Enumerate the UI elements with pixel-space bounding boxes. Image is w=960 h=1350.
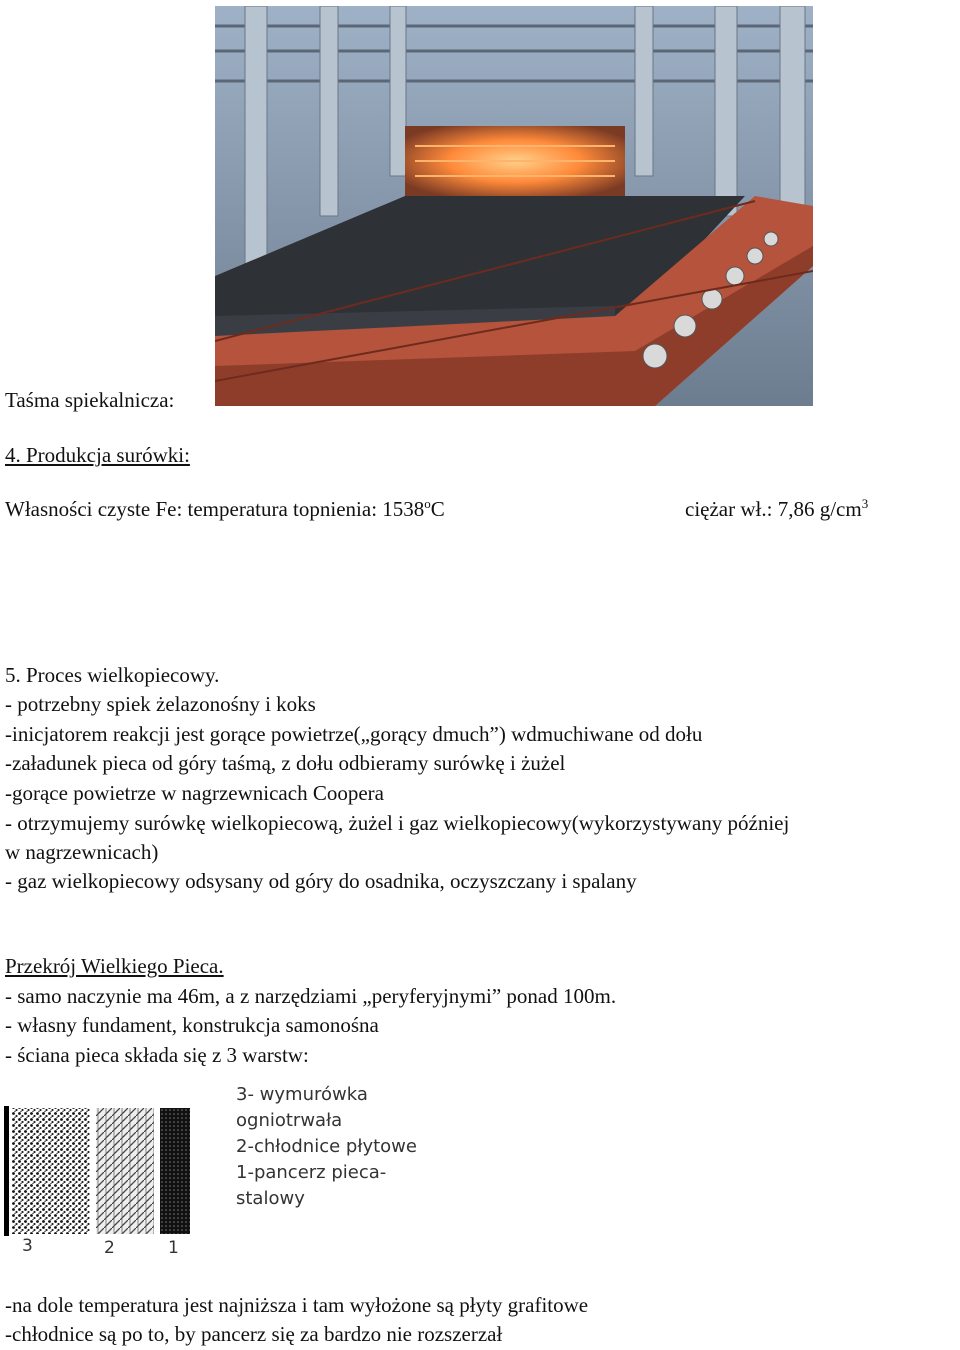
density-value — [685, 497, 868, 521]
section6-line: - własny fundament, konstrukcja samonośna — [5, 1013, 379, 1037]
layer-label: ogniotrwała — [236, 1110, 343, 1131]
layer-number: 3 — [22, 1236, 33, 1256]
section5-line: -załadunek pieca od góry taśmą, z dołu odbieramy surówkę i żużel — [5, 751, 566, 775]
layer-3-refractory — [12, 1108, 90, 1234]
closing-line: -chłodnice są po to, by pancerz się za bardzo nie rozszerzał — [5, 1322, 503, 1346]
layer-2-cooling-plates — [96, 1108, 154, 1234]
furnace-wall-diagram — [0, 1080, 440, 1260]
layer-label: stalowy — [236, 1188, 305, 1209]
section5-line: - potrzebny spiek żelazonośny i koks — [5, 692, 316, 716]
section5-line: -gorące powietrze w nagrzewnicach Coopera — [5, 781, 384, 805]
wall-layers-illustration — [0, 1100, 200, 1250]
layer-label: 2-chłodnice płytowe — [236, 1136, 417, 1157]
degree-sup: o — [424, 496, 431, 511]
section6-heading: Przekrój Wielkiego Pieca. — [5, 954, 224, 978]
photo-caption: Taśma spiekalnicza: — [5, 388, 175, 412]
layer-label: 3- wymurówka — [236, 1084, 368, 1105]
layer-number: 2 — [104, 1238, 115, 1258]
section5-heading: 5. Proces wielkopiecowy. — [5, 663, 220, 687]
section5-line: -inicjatorem reakcji jest gorące powietrze(„gorący dmuch”) wdmuchiwane od dołu — [5, 722, 703, 746]
sinter-belt-photo — [215, 6, 813, 406]
layer-number: 1 — [168, 1238, 179, 1258]
section4-heading: 4. Produkcja surówki: — [5, 443, 190, 467]
layer-1-steel-shell — [160, 1108, 190, 1234]
layer-label: 1-pancerz pieca- — [236, 1162, 387, 1183]
density-sup: 3 — [861, 496, 869, 511]
wall-edge — [4, 1106, 9, 1236]
section6-line: - ściana pieca składa się z 3 warstw: — [5, 1043, 309, 1067]
section6-line: - samo naczynie ma 46m, a z narzędziami „peryferyjnymi” ponad 100m. — [5, 984, 617, 1008]
section5-line: - otrzymujemy surówkę wielkopiecową, żużel i gaz wielkopiecowy(wykorzystywany później — [5, 811, 790, 835]
density-label: ciężar wł.: 7,86 g/cm — [685, 497, 862, 521]
closing-line: -na dole temperatura jest najniższa i tam wyłożone są płyty grafitowe — [5, 1293, 589, 1317]
temp-unit: C — [430, 497, 445, 521]
sinter-belt-illustration — [215, 6, 813, 406]
iron-properties-line — [5, 497, 445, 521]
section5-line: w nagrzewnicach) — [5, 840, 159, 864]
section5-line: - gaz wielkopiecowy odsysany od góry do osadnika, oczyszczany i spalany — [5, 869, 637, 893]
melting-point-label: Własności czyste Fe: temperatura topnienia: 1538 — [5, 497, 425, 521]
